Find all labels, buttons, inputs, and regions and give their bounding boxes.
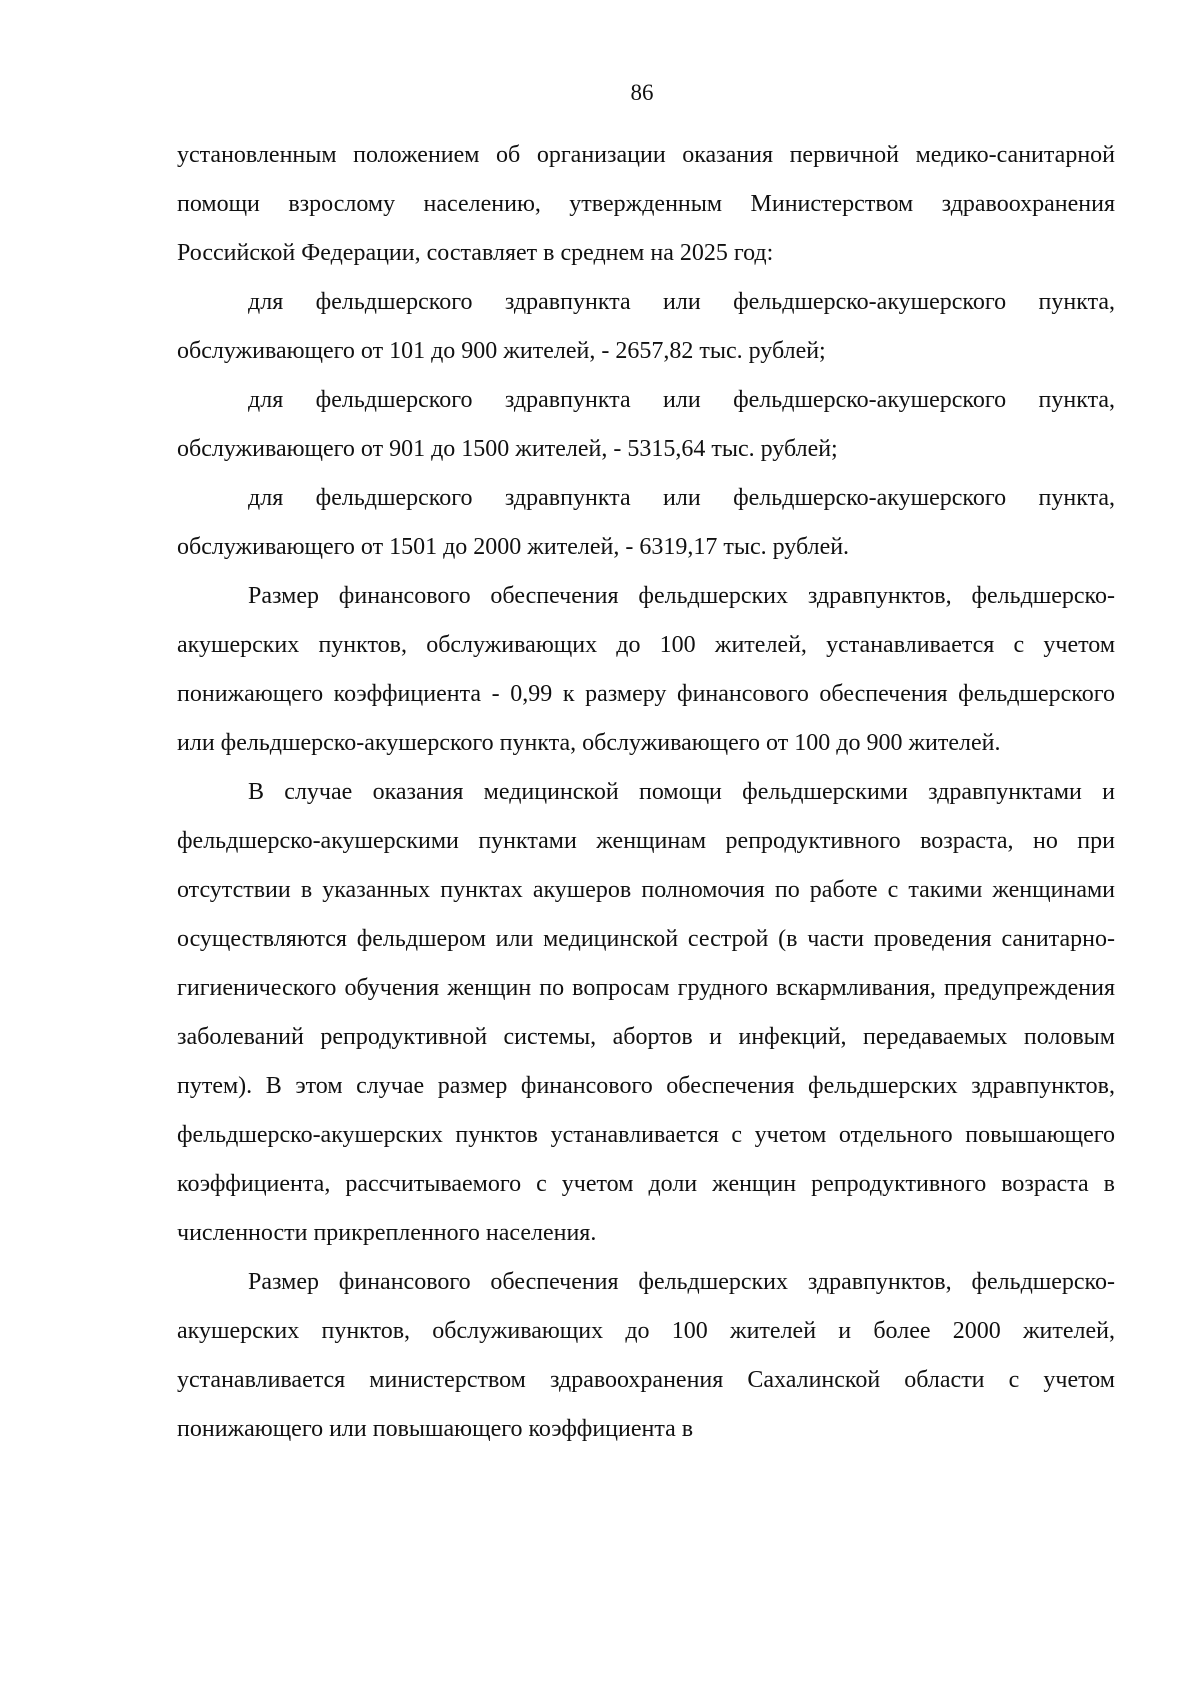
paragraph-fap-1501-2000: для фельдшерского здравпункта или фельдшерско-акушерского пункта, обслуживающего от 1501 до 2000 жителей, - 6319,17 тыс. рублей.: [177, 485, 1115, 560]
paragraph-fap-101-900: для фельдшерского здравпункта или фельдшерско-акушерского пункта, обслуживающего от 101 до 900 жителей, - 2657,82 тыс. рублей;: [177, 289, 1115, 364]
page-number: 86: [630, 80, 654, 105]
paragraph-continuation: установленным положением об организации оказания первичной медико-санитарной помощи взрослому населению, утвержденным Министерством здравоохранения Российской Федерации, составляет в среднем на 2025 год:: [177, 142, 1115, 266]
paragraph-reproductive-age-women: В случае оказания медицинской помощи фельдшерскими здравпунктами и фельдшерско-акушерскими пунктами женщинам репродуктивного возраста, но при отсутствии в указанных пунктах акушеров полномочия по работе с такими женщинами осуществляются фельдшером или медицинской сестрой (в части проведения санитарно-гигиенического обучения женщин по вопросам грудного вскармливания, предупреждения заболеваний репродуктивной системы, абортов и инфекций, передаваемых половым путем). В этом случае размер финансового обеспечения фельдшерских здравпунктов, фельдшерско-акушерских пунктов устанавливается с учетом отдельного повышающего коэффициента, рассчитываемого с учетом доли женщин репродуктивного возраста в численности прикрепленного населения.: [177, 779, 1115, 1246]
paragraph-sakhalin-coefficient: Размер финансового обеспечения фельдшерских здравпунктов, фельдшерско-акушерских пунктов, обслуживающих до 100 жителей и более 2000 жителей, устанавливается министерством здравоохранения Сахалинской области с учетом понижающего или повышающего коэффициента в: [177, 1269, 1115, 1442]
paragraph-fap-901-1500: для фельдшерского здравпункта или фельдшерско-акушерского пункта, обслуживающего от 901 до 1500 жителей, - 5315,64 тыс. рублей;: [177, 387, 1115, 462]
document-body: [177, 131, 1115, 1454]
paragraph-reducing-coefficient: Размер финансового обеспечения фельдшерских здравпунктов, фельдшерско-акушерских пунктов, обслуживающих до 100 жителей, устанавливается с учетом понижающего коэффициента - 0,99 к размеру финансового обеспечения фельдшерского или фельдшерско-акушерского пункта, обслуживающего от 100 до 900 жителей.: [177, 583, 1115, 756]
